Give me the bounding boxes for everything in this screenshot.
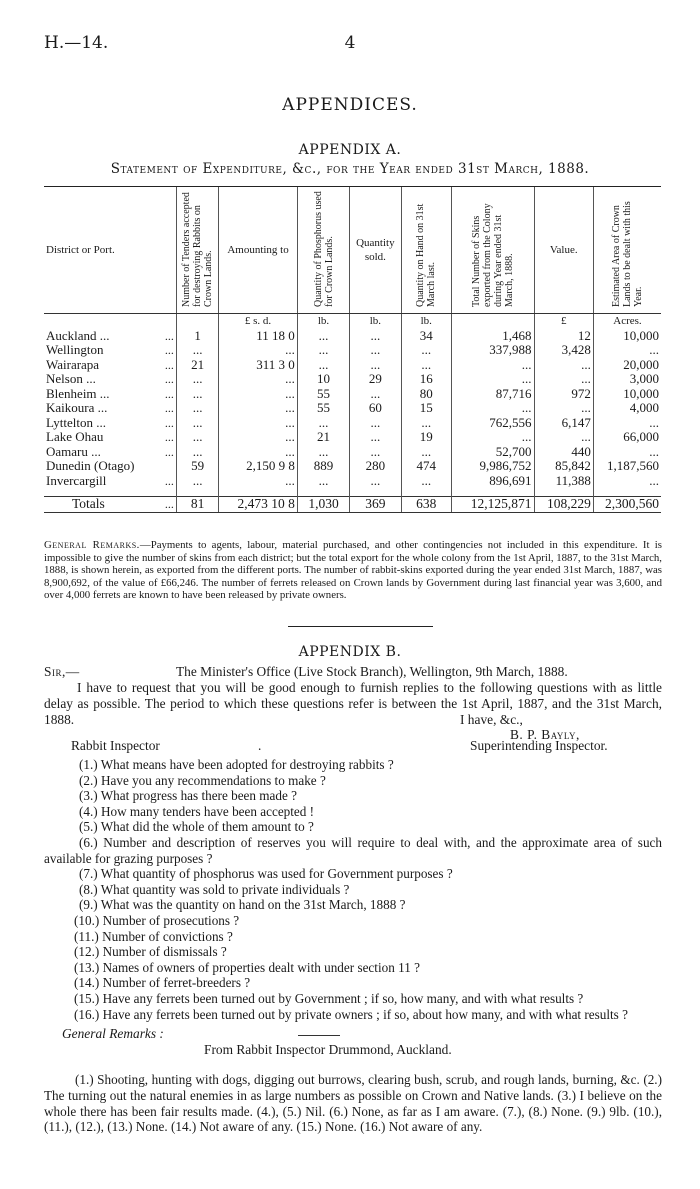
col-skins: Total Number of Skins exported from the Colony during Year ended 31st March, 1888. — [451, 187, 534, 314]
signer-name: B. P. Bayly, — [510, 727, 580, 742]
table-row — [44, 401, 661, 416]
table-cell: Dunedin (Otago) — [46, 458, 135, 473]
table-cell: 29 — [350, 372, 401, 387]
col-district: District or Port. — [44, 187, 176, 314]
table-cell: ... — [350, 445, 401, 460]
table-cell: 59 — [176, 459, 218, 474]
table-cell: Nelson ... — [46, 371, 96, 386]
table-cell: 1,030 — [297, 497, 349, 513]
table-cell: Wellington — [46, 342, 104, 357]
table-cell: 85,842 — [534, 459, 593, 474]
table-cell: ... — [176, 430, 218, 445]
table-row — [44, 445, 661, 460]
table-cell: ... — [350, 474, 401, 489]
table-cell: ... — [297, 329, 349, 344]
table-cell: ... — [593, 445, 661, 460]
table-cell: 108,229 — [534, 497, 593, 513]
table-cell: ... — [176, 387, 218, 402]
table-cell: ... — [401, 358, 451, 373]
table-cell: ... — [593, 474, 661, 489]
table-cell: 21 — [176, 358, 218, 373]
table-cell: 55 — [297, 401, 349, 416]
table-cell: ... — [164, 328, 174, 343]
table-cell: 16 — [401, 372, 451, 387]
table-cell: 21 — [297, 430, 349, 445]
table-cell: ... — [401, 445, 451, 460]
table-cell: ... — [534, 372, 593, 387]
question-item: (9.) What was the quantity on hand on the 31st March, 1888 ? — [79, 897, 406, 913]
table-cell: ... — [593, 343, 661, 358]
table-cell: ... — [176, 474, 218, 489]
table-cell: 762,556 — [451, 416, 534, 431]
table-cell: ... — [176, 401, 218, 416]
table-cell: 280 — [350, 459, 401, 474]
col-on-hand: Quantity on Hand on 31st March last. — [401, 187, 451, 314]
table-cell: 10,000 — [593, 329, 661, 344]
table-cell: ... — [451, 372, 534, 387]
question-item: (12.) Number of dismissals ? — [74, 944, 227, 960]
table-cell: ... — [297, 358, 349, 373]
question-item: (7.) What quantity of phosphorus was used for Government purposes ? — [79, 866, 453, 882]
table-row — [44, 430, 661, 445]
question-item: (2.) Have you any recommendations to make ? — [79, 772, 326, 788]
table-cell — [163, 459, 177, 474]
letter-closing: I have, &c., — [460, 712, 523, 727]
letter-body: I have to request that you will be good enough to furnish replies to the following questions with as little delay as possible. The period to which these questions refer is between the 1st April, 1887, and the 31st March, 1888. — [44, 680, 662, 727]
table-cell: 10 — [297, 372, 349, 387]
page-number: 4 — [344, 33, 356, 53]
table-cell: ... — [219, 445, 298, 460]
table-cell: Blenheim ... — [46, 385, 110, 401]
table-cell: 2,300,560 — [593, 497, 661, 513]
table-cell: ... — [297, 445, 349, 460]
table-row — [44, 387, 661, 402]
page-header-left: H.—14. — [44, 33, 109, 53]
table-cell: 10,000 — [593, 387, 661, 402]
table-cell: Auckland ... — [46, 327, 110, 343]
table-cell: ... — [534, 401, 593, 416]
table-cell: 889 — [297, 459, 349, 474]
table-cell: 11 18 0 — [219, 329, 298, 344]
table-cell: 52,700 — [451, 445, 534, 460]
table-cell: ... — [350, 430, 401, 445]
table-cell: ... — [451, 401, 534, 416]
office-line: The Minister's Office (Live Stock Branch), Wellington, 9th March, 1888. — [176, 664, 568, 679]
table-cell: ... — [219, 430, 298, 445]
salutation: Sir,— — [44, 664, 80, 679]
question-item: (4.) How many tenders have been accepted ! — [79, 803, 315, 819]
table-cell: 12 — [534, 329, 593, 344]
section-divider — [288, 626, 433, 627]
units-row: £ s. d. lb. lb. lb. £ Acres. — [44, 314, 661, 329]
table-cell: Kaikoura ... — [46, 400, 108, 415]
table-cell: 896,691 — [451, 474, 534, 489]
table-cell: ... — [350, 358, 401, 373]
table-cell: 1,468 — [451, 329, 534, 344]
col-tenders: Number of Tenders accepted for destroying Rabbits on Crown Lands. — [176, 187, 218, 314]
table-cell: 972 — [534, 387, 593, 402]
table-cell: ... — [297, 343, 349, 358]
table-cell: ... — [219, 416, 298, 431]
table-cell: ... — [451, 430, 534, 445]
table-cell: ... — [176, 372, 218, 387]
question-item: (10.) Number of prosecutions ? — [74, 912, 240, 928]
table-cell: 12,125,871 — [451, 497, 534, 513]
table-cell: 6,147 — [534, 416, 593, 431]
table-cell: 3,428 — [534, 343, 593, 358]
question-item: (16.) Have any ferrets been turned out by private owners ; if so, about how many, and with what results ? — [74, 1006, 628, 1022]
table-cell: ... — [401, 416, 451, 431]
table-cell: 2,150 9 8 — [219, 459, 298, 474]
addressee: Rabbit Inspector — [71, 738, 160, 753]
table-cell: ... — [401, 474, 451, 489]
table-row — [44, 459, 661, 474]
table-cell: ... — [219, 474, 298, 489]
table-cell: Invercargill — [46, 472, 107, 488]
table-cell: ... — [164, 386, 174, 401]
table-cell: 87,716 — [451, 387, 534, 402]
from-line: From Rabbit Inspector Drummond, Auckland. — [204, 1042, 452, 1057]
appendix-b-heading: APPENDIX B. — [298, 644, 402, 660]
table-cell: ... — [164, 343, 174, 357]
table-row — [44, 358, 661, 373]
question-item: (11.) Number of convictions ? — [74, 928, 233, 944]
table-cell: 2,473 10 8 — [219, 497, 298, 513]
col-value: Value. — [534, 187, 593, 314]
addressee-dot: . — [258, 738, 262, 753]
table-cell: Wairarapa — [46, 356, 100, 372]
table-row — [44, 372, 661, 387]
table-cell: 81 — [176, 497, 218, 513]
table-cell: Oamaru ... — [46, 443, 101, 459]
question-item: (5.) What did the whole of them amount to ? — [79, 819, 314, 835]
totals-row — [44, 497, 661, 513]
page-title: APPENDICES. — [282, 95, 418, 115]
remarks-divider — [298, 1035, 340, 1036]
table-cell: 80 — [401, 387, 451, 402]
question-item: (14.) Number of ferret-breeders ? — [74, 975, 251, 991]
table-cell: ... — [176, 445, 218, 460]
table-cell: ... — [297, 416, 349, 431]
table-cell: ... — [164, 401, 174, 415]
table-cell: ... — [164, 372, 174, 386]
table-cell: ... — [163, 497, 177, 513]
table-cell: ... — [164, 357, 174, 372]
col-amount: Amounting to — [219, 187, 298, 314]
table-cell: 638 — [401, 497, 451, 513]
table-row — [44, 474, 661, 489]
table-cell: ... — [164, 473, 174, 488]
general-remarks-label: General Remarks : — [62, 1026, 164, 1041]
table-cell: 369 — [350, 497, 401, 513]
table-cell: 19 — [401, 430, 451, 445]
appendix-a-statement: Statement of Expenditure, &c., for the Year ended 31st March, 1888. — [110, 161, 590, 177]
question-item: (1.) What means have been adopted for destroying rabbits ? — [79, 757, 394, 772]
table-cell: ... — [219, 401, 298, 416]
table-cell: 1,187,560 — [593, 459, 661, 474]
table-cell: 9,986,752 — [451, 459, 534, 474]
question-item: (3.) What progress has there been made ? — [79, 788, 297, 804]
col-phosphorus: Quantity of Phosphorus used for Crown Lands. — [297, 187, 349, 314]
table-cell: 15 — [401, 401, 451, 416]
table-cell: ... — [350, 329, 401, 344]
signer-title: Superintending Inspector. — [470, 738, 608, 753]
table-cell: 3,000 — [593, 372, 661, 387]
table-cell: 4,000 — [593, 401, 661, 416]
table-row — [44, 329, 661, 344]
table-row — [44, 343, 661, 358]
question-item: (13.) Names of owners of properties dealt with under section 11 ? — [74, 959, 420, 975]
table-cell: 1 — [176, 329, 218, 344]
table-cell: Lake Ohau — [46, 429, 104, 444]
table-cell: 55 — [297, 387, 349, 402]
appendix-a-heading: APPENDIX A. — [298, 142, 402, 158]
table-cell: Totals — [44, 497, 163, 513]
expenditure-table — [44, 186, 661, 513]
table-cell: ... — [219, 387, 298, 402]
question-item: (6.) Number and description of reserves you will require to deal with, and the approximate area of such available for grazing purposes ? — [44, 834, 662, 866]
table-cell: ... — [164, 444, 174, 459]
table-cell: 34 — [401, 329, 451, 344]
col-sold: Quantity sold. — [350, 187, 401, 314]
table-cell: Lyttelton ... — [46, 414, 106, 430]
table-cell: 60 — [350, 401, 401, 416]
table-cell: 337,988 — [451, 343, 534, 358]
question-item: (8.) What quantity was sold to private individuals ? — [79, 881, 350, 897]
table-cell: 11,388 — [534, 474, 593, 489]
table-cell: ... — [176, 416, 218, 431]
table-cell: 474 — [401, 459, 451, 474]
table-cell: 440 — [534, 445, 593, 460]
table-cell: ... — [451, 358, 534, 373]
question-item: (15.) Have any ferrets been turned out by Government ; if so, how many, and with what results ? — [74, 990, 584, 1006]
table-cell: ... — [593, 416, 661, 431]
table-cell: ... — [219, 343, 298, 358]
table-cell: ... — [350, 387, 401, 402]
table-cell: 66,000 — [593, 430, 661, 445]
answers: (1.) Shooting, hunting with dogs, digging out burrows, clearing bush, scrub, and rough lands, burning, &c. (2.) The turning out the natural enemies in as large numbers as possible on Crown and Native lands. (3.) I believe on the whole there has been fair results made. (4.), (5.) Nil. (6.) None, as far as I am aware. (7.), (8.) None. (9.) 9lb. (10.), (11.), (12.), (13.) None. (14.) Not aware of any. (15.) None. (16.) Not aware of any. — [44, 1072, 662, 1135]
table-cell: ... — [164, 430, 174, 444]
table-cell: ... — [350, 343, 401, 358]
table-cell: ... — [350, 416, 401, 431]
table-row — [44, 416, 661, 431]
table-cell: ... — [401, 343, 451, 358]
table-cell: ... — [297, 474, 349, 489]
table-cell: 311 3 0 — [219, 358, 298, 373]
table-cell: ... — [176, 343, 218, 358]
general-remarks-a: General Remarks.—Payments to agents, labour, material purchased, and other contingencies not included in this expenditure. It is impossible to give the number of skins from each district; but the total export for the whole colony from the 1st April, 1887, to the 31st March, 1888, is shown herein, as exported from the different ports. The number of rabbit-skins exported during the year ended 31st March, 1887, was 8,900,692, of the value of £66,246. The number of ferrets released on Crown lands by Government during last financial year was 3,600, and over 4,000 ferrets are known to have been released by private owners. — [44, 539, 662, 602]
table-cell: ... — [164, 415, 174, 430]
questions-list — [44, 757, 662, 1022]
table-cell: 20,000 — [593, 358, 661, 373]
table-cell: ... — [219, 372, 298, 387]
table-cell: ... — [534, 430, 593, 445]
table-cell: ... — [534, 358, 593, 373]
col-area: Estimated Area of Crown Lands to be dealt with this Year. — [593, 187, 661, 314]
